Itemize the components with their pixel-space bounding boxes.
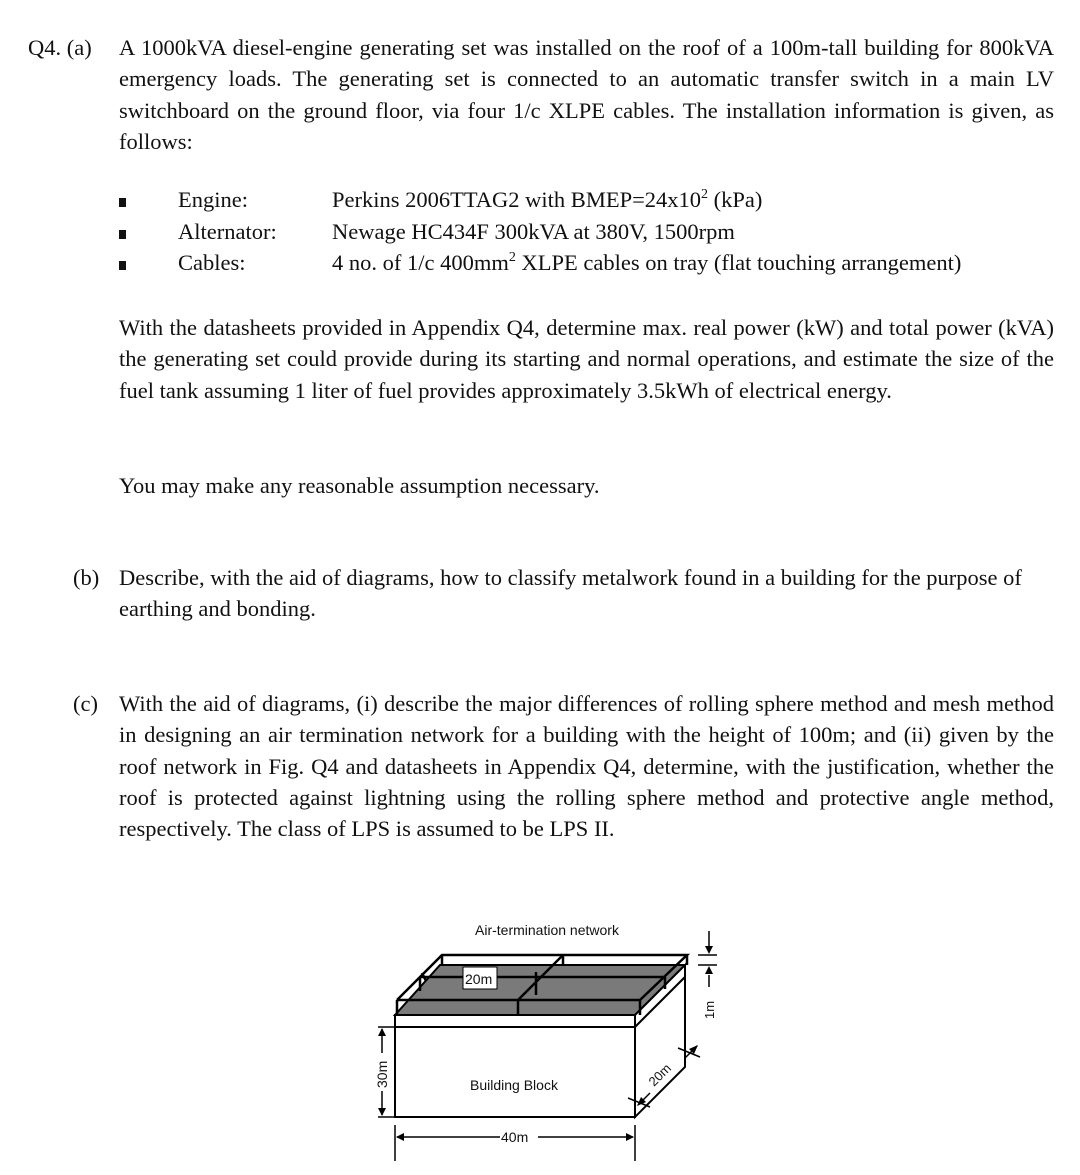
exam-page: Q4. (a) A 1000kVA diesel-engine generating set was installed on the roof of a 100m-tall building for 800kVA emergency loads. The generating set is connected to an automatic transfer switch in a main LV switchboard on the ground floor, via four 1/c XLPE cables. The installation information is given, as follows: Engine: Perkins 2006TTAG2 with $BMEP=24x10^2$ (kPa) Alternator: Newage HC434F 300kVA at 380V, 1500rpm Cables: 4 no. of 1/c $400mm^2$ XLPE cables on tray (flat touching arrangement) With the datasheets provided in Appendix Q4, determine max. real power (kW) and total power (kVA) the generating set could provide during its starting and normal operations, and estimate the size of the fuel tank assuming 1 liter of fuel provides approximately 3.5kWh of electrical energy. You may make any reasonable assumption necessary. (b) Describe, with the aid of diagrams, how to classify metalwork found in a building for the purpose of earthing and bonding. (c) With the aid of diagrams, (i) describe the major differences of rolling sphere method and mesh method in designing an air termination network for a building with the height of 100m; and (ii) given by the roof network in Fig. Q4 and datasheets in Appendix Q4, determine, with the justification, whether the roof is protected against lightning using the rolling sphere method and protective angle method, respectively. The class of LPS is assumed to be LPS II. 20m Air-termination network Building Block 30m 40m 20m 1m bbox=[0, 0, 1080, 1175]
part-c-label: (c) bbox=[73, 691, 98, 716]
bullet-icon bbox=[119, 230, 126, 239]
building-block-label: Building Block bbox=[470, 1077, 558, 1093]
rod-dimension bbox=[698, 931, 717, 987]
part-a-intro: A 1000kVA diesel-engine generating set was installed on the roof of a 100m-tall building for 800kVA emergency loads. The generating set is connected to an automatic transfer switch in a main LV switchboard on the ground floor, via four 1/c XLPE cables. The installation information is given, as follows: bbox=[119, 35, 1054, 154]
building-front bbox=[395, 1027, 635, 1117]
rod-height-label: 1m bbox=[702, 1000, 717, 1019]
bullet-icon bbox=[119, 261, 126, 270]
bullet-icon bbox=[119, 198, 126, 207]
width-label: 40m bbox=[501, 1129, 529, 1145]
roof-slab-front bbox=[395, 1015, 635, 1027]
question-number: Q4. (a) bbox=[28, 35, 92, 60]
part-a-assumption: You may make any reasonable assumption necessary. bbox=[119, 473, 600, 498]
depth-label: 20m bbox=[645, 1060, 675, 1090]
part-a-label: (a) bbox=[66, 35, 92, 60]
height-label: 30m bbox=[374, 1060, 390, 1088]
part-b-label: (b) bbox=[73, 565, 100, 590]
figure-title: Air-termination network bbox=[475, 922, 619, 938]
part-b-text: Describe, with the aid of diagrams, how to classify metalwork found in a building for the purpose of earthing and bonding. bbox=[119, 565, 1022, 622]
part-a-task: With the datasheets provided in Appendix Q4, determine max. real power (kW) and total power (kVA) the generating set could provide during its starting and normal operations, and estimate the size of the fuel tank assuming 1 liter of fuel provides approximately 3.5kWh of electrical energy. bbox=[119, 315, 1054, 403]
mesh-spacing-label: 20m bbox=[465, 971, 493, 987]
building-diagram bbox=[360, 915, 720, 1175]
part-c-text: With the aid of diagrams, (i) describe the major differences of rolling sphere method and mesh method in designing an air termination network for a building with the height of 100m; and (ii) given by the roof network in Fig. Q4 and datasheets in Appendix Q4, determine, with the justification, whether the roof is protected against lightning using the rolling sphere method and protective angle method, respectively. The class of LPS is assumed to be LPS II. bbox=[119, 691, 1054, 842]
